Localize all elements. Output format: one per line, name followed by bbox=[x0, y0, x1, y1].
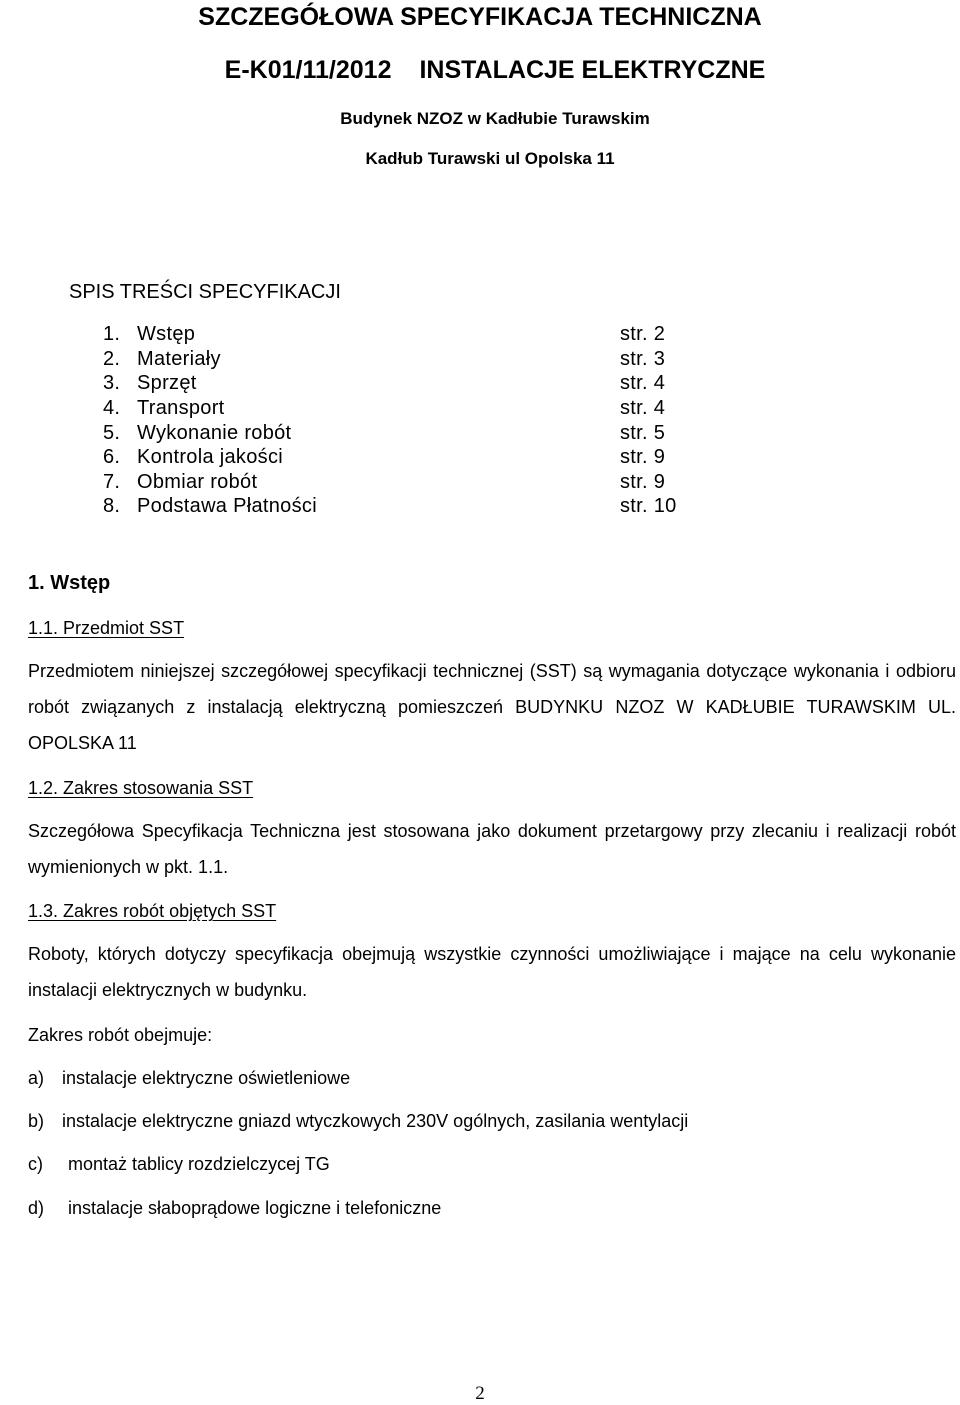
subsection-paragraph: Przedmiotem niniejszej szczegółowej specyfikacji technicznej (SST) są wymagania dotyczące wykonania i odbioru robót związanych z instalacją elektryczną pomieszczeń BUDYNKU NZOZ W KADŁUBIE TURAWSKIM UL. OPOLSKA 11 bbox=[28, 661, 956, 753]
toc-item-label: Wstęp bbox=[137, 323, 196, 345]
toc-item-number: 6. bbox=[103, 446, 121, 468]
toc-item-page: str. 5 bbox=[620, 422, 666, 444]
spec-subject: INSTALACJE ELEKTRYCZNE bbox=[419, 56, 766, 84]
toc-item-label: Sprzęt bbox=[137, 372, 197, 394]
toc-heading: SPIS TREŚCI SPECYFIKACJI bbox=[69, 281, 341, 303]
toc-item-label: Transport bbox=[137, 397, 225, 419]
building-name: Budynek NZOZ w Kadłubie Turawskim bbox=[340, 109, 650, 128]
toc-item-number: 7. bbox=[103, 471, 121, 493]
subsection-heading: 1.1. Przedmiot SST bbox=[28, 618, 185, 638]
list-item: instalacje elektryczne gniazd wtyczkowych 230V ogólnych, zasilania wentylacji bbox=[62, 1111, 689, 1131]
spec-code: E-K01/11/2012 bbox=[224, 56, 392, 84]
list-item: instalacje słaboprądowe logiczne i telefoniczne bbox=[68, 1198, 442, 1218]
toc-item-number: 2. bbox=[103, 348, 121, 370]
list-item: montaż tablicy rozdzielczycej TG bbox=[68, 1154, 330, 1174]
document-title: SZCZEGÓŁOWA SPECYFIKACJA TECHNICZNA bbox=[198, 3, 762, 31]
list-item-marker: d) bbox=[28, 1198, 45, 1218]
toc-item-page: str. 10 bbox=[620, 495, 677, 517]
subsection-paragraph: Roboty, których dotyczy specyfikacja obejmują wszystkie czynności umożliwiające i mające na celu wykonanie instalacji elektrycznych w budynku. bbox=[28, 944, 956, 1000]
section-heading: 1. Wstęp bbox=[28, 572, 111, 594]
toc-item-number: 5. bbox=[103, 422, 121, 444]
subsection-paragraph: Szczegółowa Specyfikacja Techniczna jest stosowana jako dokument przetargowy przy zlecaniu i realizacji robót wymienionych w pkt. 1.1. bbox=[28, 821, 956, 877]
toc-item-label: Obmiar robót bbox=[137, 471, 258, 493]
toc-item-number: 1. bbox=[103, 323, 121, 345]
toc-item-page: str. 2 bbox=[620, 323, 666, 345]
page-number: 2 bbox=[475, 1383, 485, 1404]
toc-item-number: 4. bbox=[103, 397, 121, 419]
toc-item-page: str. 9 bbox=[620, 446, 666, 468]
toc-item-page: str. 4 bbox=[620, 372, 666, 394]
toc-item-number: 3. bbox=[103, 372, 121, 394]
building-address: Kadłub Turawski ul Opolska 11 bbox=[365, 149, 615, 168]
list-item: instalacje elektryczne oświetleniowe bbox=[62, 1068, 351, 1088]
toc-item-page: str. 3 bbox=[620, 348, 666, 370]
toc-item-page: str. 9 bbox=[620, 471, 666, 493]
scope-intro: Zakres robót obejmuje: bbox=[28, 1025, 213, 1045]
list-item-marker: b) bbox=[28, 1111, 45, 1131]
toc-item-number: 8. bbox=[103, 495, 121, 517]
list-item-marker: a) bbox=[28, 1068, 45, 1088]
toc-item-label: Kontrola jakości bbox=[137, 446, 283, 468]
toc-item-label: Wykonanie robót bbox=[137, 422, 292, 444]
subsection-heading: 1.3. Zakres robót objętych SST bbox=[28, 901, 277, 921]
subsection-heading: 1.2. Zakres stosowania SST bbox=[28, 778, 254, 798]
toc-item-label: Materiały bbox=[137, 348, 221, 370]
toc-item-label: Podstawa Płatności bbox=[137, 495, 317, 517]
document-subtitle bbox=[0, 55, 960, 85]
toc-item-page: str. 4 bbox=[620, 397, 666, 419]
list-item-marker: c) bbox=[28, 1154, 43, 1174]
